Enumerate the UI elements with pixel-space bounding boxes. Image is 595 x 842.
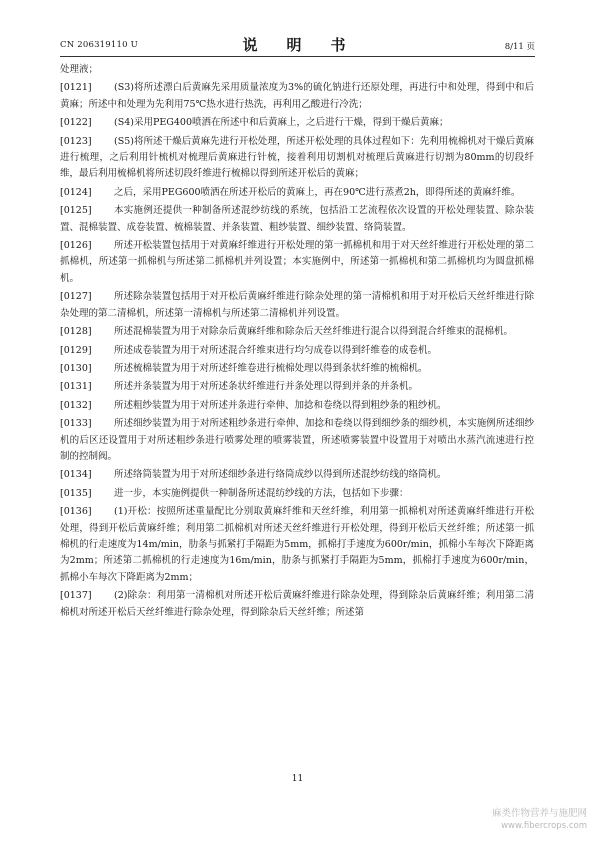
watermark [492,808,587,832]
paragraph [60,398,534,414]
paragraph-number: [0128] [60,326,92,338]
lead-line: 处理液； [60,64,99,75]
paragraph-number: [0135] [60,487,92,499]
paragraph [60,115,534,131]
paragraph [60,361,534,377]
paragraph-number: [0134] [60,469,92,481]
paragraph-text: 进一步，本实施例提供一种制备所述混纺纱线的方法，包括如下步骤： [114,487,409,499]
watermark-url: www.fibercrops.com [501,821,587,831]
paragraph [60,416,534,465]
paragraph-text: 所述开松装置包括用于对黄麻纤维进行开松处理的第一抓棉机和用于对天丝纤维进行开松处理的第二抓棉机，所述第一抓棉机与所述第二抓棉机并列设置；本实施例中，所述第一抓棉机和第二抓棉机均为圆盘抓棉机。 [60,240,534,284]
paragraph-number: [0124] [60,186,92,198]
paragraph-number: [0136] [60,506,92,518]
paragraph-text: 所述成卷装置为用于对所述混合纤维束进行均匀成卷以得到纤维卷的成卷机。 [114,344,438,356]
paragraph-number: [0127] [60,291,92,303]
watermark-title: 麻类作物营养与施肥网 [491,808,587,819]
paragraph-number: [0132] [60,399,92,411]
paragraph [60,588,534,621]
paragraph [60,134,534,183]
paragraph-number: [0126] [60,240,92,252]
paragraph [60,203,534,236]
paragraph-number: [0129] [60,344,92,356]
paragraph-text: (S5)将所述干燥后黄麻先进行开松处理，所述开松处理的具体过程如下：先利用梳棉机对干燥后黄麻进行梳理，之后利用针梳机对梳理后黄麻进行针梳，接着利用切割机对梳理后黄麻进行切割为80mm的切段纤维，最后利用梳棉机将所述切段纤维进行梳棉以得到所述开松后的黄麻； [60,135,534,180]
paragraph [60,343,534,359]
paragraph [60,504,534,586]
paragraph-text: (1)开松：按照所述重量配比分别取黄麻纤维和天丝纤维，利用第一抓棉机对所述黄麻纤维进行开松处理，得到开松后黄麻纤维；利用第二抓棉机对所述天丝纤维进行开松处理，得到开松后天丝纤维；所述第一抓棉机的行走速度为14m/min，肋条与抓紧打手隔距为5mm，抓棉打手速度为600r/min，抓棉小车每次下降距离为2mm；所述第二抓棉机的行走速度为16m/min，肋条与抓紧打手隔距为5mm，抓棉打手速度为600r/min，抓棉小车每次下降距离为2mm； [60,506,534,583]
paragraph-number: [0133] [60,418,92,430]
paragraph-text: 所述细纱装置为用于对所述粗纱条进行牵伸、加捻和卷绕以得到细纱条的细纱机，本实施例所述细纱机的后区还设置用于对所述粗纱条进行喷雾处理的喷雾装置，所述喷雾装置中设置用于对喷出水蒸汽流速进行控制的控制阀。 [60,418,534,462]
page-number: 11 [291,774,304,784]
page-header [60,30,535,54]
paragraph [60,467,534,483]
paragraph [60,80,534,113]
document-title: 说 明 书 [242,36,353,54]
paragraph [60,185,534,201]
paragraph-text: (S3)将所述漂白后黄麻先采用质量浓度为3%的硫化钠进行还原处理，再进行中和处理，得到中和后黄麻；所述中和处理为先利用75℃热水进行热洗，再利用乙酸进行冷洗； [60,82,534,110]
paragraph-number: [0137] [60,590,92,602]
paragraph-text: 所述粗纱装置为用于对所述并条进行牵伸、加捻和卷绕以得到粗纱条的粗纱机。 [114,399,447,411]
paragraph-number: [0125] [60,205,92,217]
paragraph-number: [0121] [60,82,92,94]
paragraph-text: 所述络筒装置为用于对所述细纱条进行络筒成纱以得到所述混纱纺线的络筒机。 [114,469,447,481]
paragraph [60,238,534,287]
paragraph-number: [0131] [60,381,92,393]
paragraph-number: [0123] [60,135,92,147]
paragraph-text: 所述并条装置为用于对所述条状纤维进行并条处理以得到并条的并条机。 [114,381,419,393]
paragraph-text: 本实施例还提供一种制备所述混纱纺线的系统，包括沿工艺流程依次设置的开松处理装置、除杂装置、混棉装置、成卷装置、梳棉装置、并条装置、粗纱装置、细纱装置、络筒装置。 [60,205,534,233]
paragraph [60,289,534,322]
patent-number: CN 206319110 U [60,40,138,50]
header-rule [60,56,535,57]
document-body [60,62,534,623]
paragraph-number: [0122] [60,117,92,129]
paragraph-text: (S4)采用PEG400喷洒在所述中和后黄麻上，之后进行干燥，得到干燥后黄麻； [114,117,449,129]
paragraph-text: (2)除杂：利用第一清棉机对所述开松后黄麻纤维进行除杂处理，得到除杂后黄麻纤维；利用第二清棉机对所述开松后天丝纤维进行除杂处理，得到除杂后天丝纤维；所述第 [60,590,534,618]
paragraph [60,486,534,502]
paragraph [60,324,534,340]
page-indicator: 8/11 页 [504,42,535,52]
paragraph-text: 之后，采用PEG600喷洒在所述开松后的黄麻上，再在90℃进行蒸煮2h，即得所述的黄麻纤维。 [114,186,521,198]
paragraph-text: 所述除杂装置包括用于对开松后黄麻纤维进行除杂处理的第一清棉机和用于对开松后天丝纤维进行除杂处理的第二清棉机，所述第一清棉机与所述第二清棉机并列设置。 [60,291,534,319]
paragraph-number: [0130] [60,362,92,374]
paragraph-text: 所述梳棉装置为用于对所述纤维卷进行梳棉处理以得到条状纤维的梳棉机。 [114,362,428,374]
paragraph [60,379,534,395]
paragraph-text: 所述混棉装置为用于对除杂后黄麻纤维和除杂后天丝纤维进行混合以得到混合纤维束的混棉机。 [114,326,514,338]
